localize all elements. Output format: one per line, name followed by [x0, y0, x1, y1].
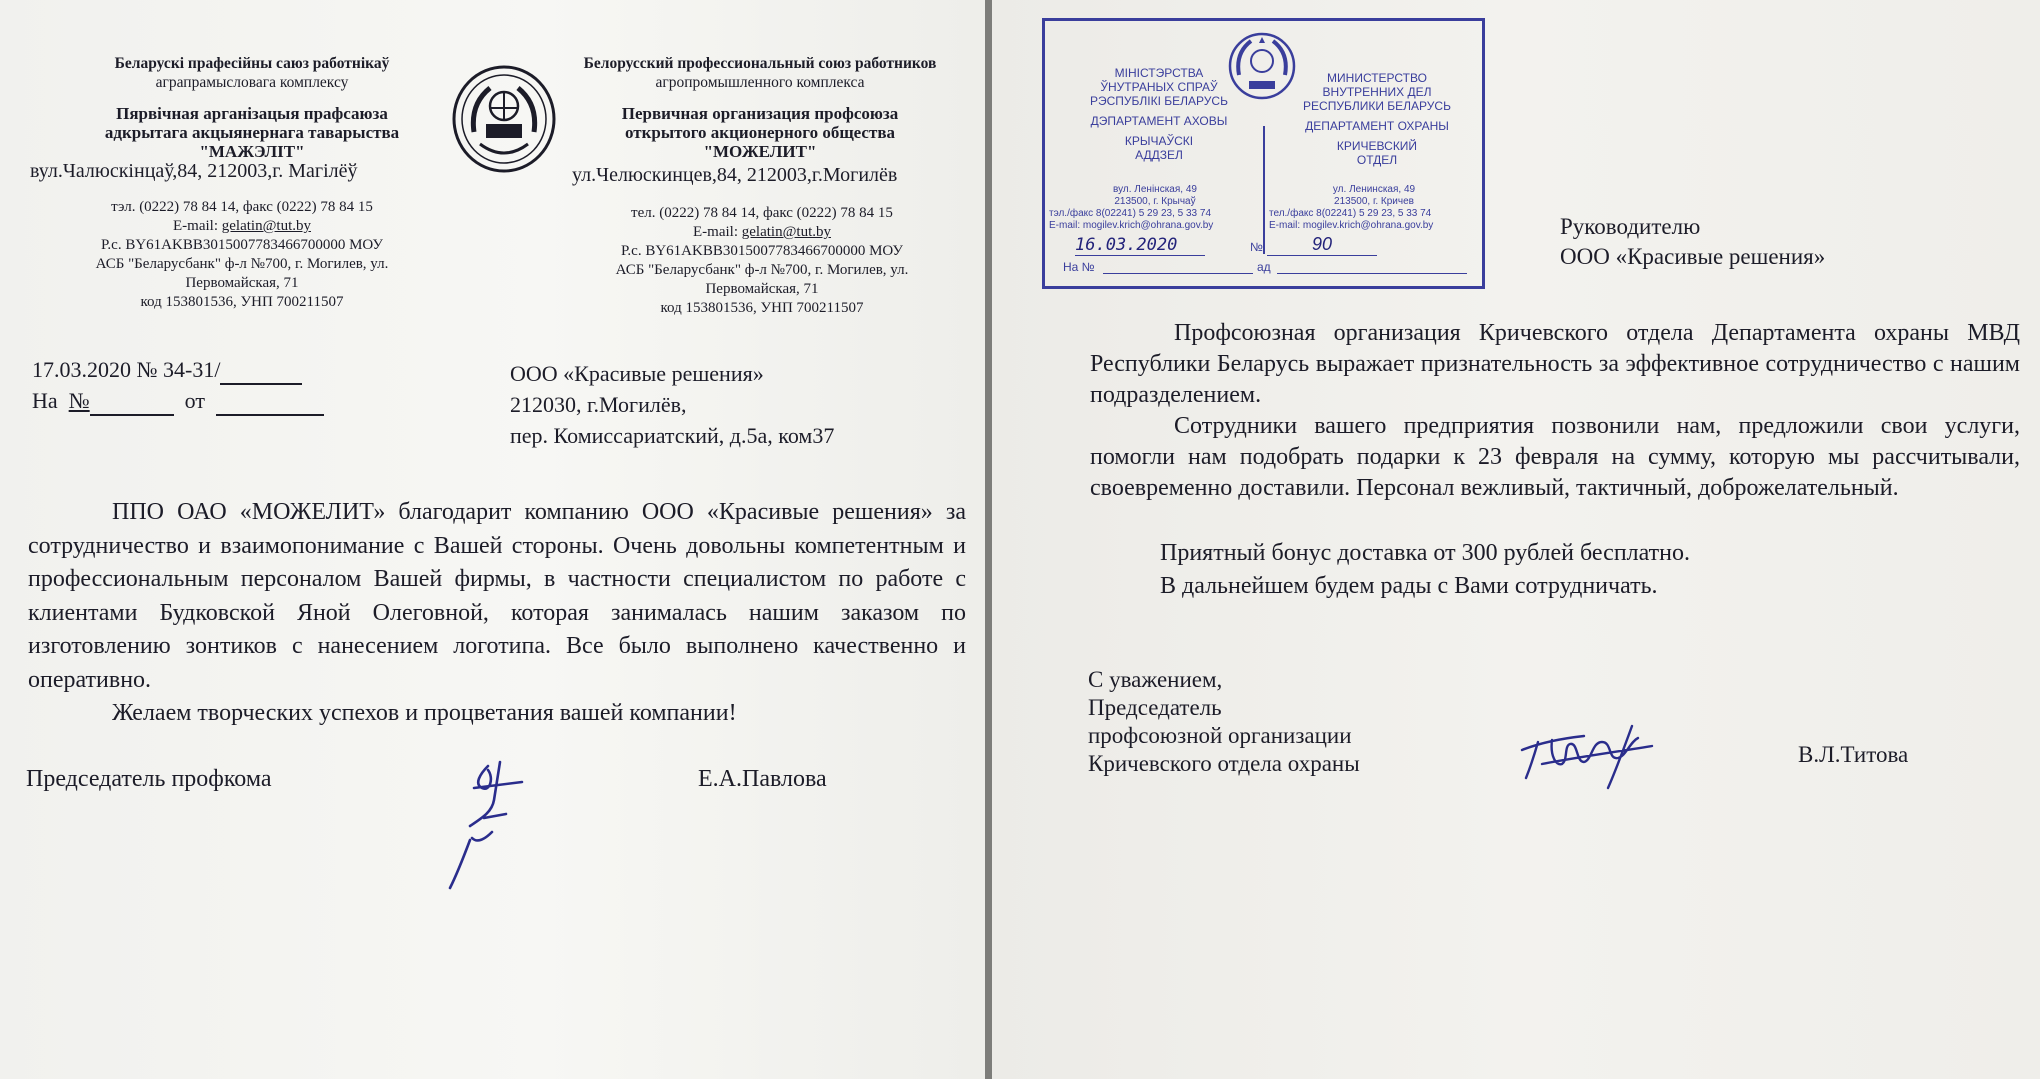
- header-ru-line-2: агропромышленного комплекса: [655, 74, 865, 91]
- header-ru-email-line: E-mail: gelatin@tut.by: [693, 224, 831, 240]
- closing-line-1: С уважением,: [1088, 667, 1223, 692]
- header-ru-line-1: Белорусский профессиональный союз работников: [583, 55, 937, 72]
- header-by-bank-1: Р.с. BY61AKBB3015007783466700000 МОУ: [100, 237, 384, 253]
- closing-line-4: Кричевского отдела охраны: [1088, 751, 1360, 776]
- header-by-line-2: аграпрамысловага комплексу: [155, 74, 349, 91]
- header-by-line-4: адкрытага акцыянернага таварыства: [104, 123, 400, 142]
- header-ru-bank-2: АСБ "Беларусбанк" ф-л №700, г. Могилев, ул.: [615, 262, 909, 278]
- stamp-by-contacts: вул. Ленінская, 49 213500, г. Крычаў тэл./факс 8(02241) 5 29 23, 5 33 74 E-mail: mogilev.krich@ohrana.gov.by: [1049, 184, 1214, 231]
- addressee-block: [510, 358, 834, 451]
- recipient-line-2: ООО «Красивые решения»: [1560, 244, 1826, 269]
- header-ru-bank-1: Р.с. BY61AKBB3015007783466700000 МОУ: [620, 243, 904, 259]
- right-body-paragraph-4: В дальнейшем будем рады с Вами сотрудничать.: [1160, 573, 1658, 599]
- header-by-bank-3: Первомайская, 71: [185, 275, 299, 291]
- header-by-email-line: E-mail: gelatin@tut.by: [173, 218, 311, 234]
- right-body-paragraph-3: Приятный бонус доставка от 300 рублей бесплатно.: [1160, 540, 1691, 566]
- header-by-bank-4: код 153801536, УНП 700211507: [140, 294, 344, 310]
- header-ru-bank-4: код 153801536, УНП 700211507: [660, 300, 864, 316]
- recipient-line-1: Руководителю: [1560, 214, 1701, 239]
- left-body-paragraph-2: Желаем творческих успехов и процветания вашей компании!: [112, 700, 737, 726]
- closing-line-2: Председатель: [1088, 695, 1222, 720]
- right-signature-image: [1512, 712, 1672, 792]
- header-ru-line-3: Первичная организация профсоюза: [621, 104, 899, 123]
- left-signature-image: [430, 748, 570, 898]
- addressee-line-2: 212030, г.Могилёв,: [510, 392, 687, 417]
- stamp-date: 16.03.2020: [1075, 235, 1205, 256]
- union-emblem-logo: [450, 64, 558, 174]
- left-sign-name: Е.А.Павлова: [698, 766, 827, 792]
- addressee-line-3: пер. Комиссариатский, д.5а, ком37: [510, 423, 835, 448]
- header-ru-line-5: "МОЖЕЛИТ": [703, 142, 817, 161]
- header-ru-line-4: открытого акционерного общества: [624, 123, 896, 142]
- stamp-na-label: На №: [1063, 260, 1095, 274]
- header-ru-union: [560, 54, 960, 161]
- header-ru-email: gelatin@tut.by: [741, 224, 831, 240]
- recipient-block: [1560, 212, 1825, 272]
- left-body-paragraph-1: ППО ОАО «МОЖЕЛИТ» благодарит компанию ООО «Красивые решения» за сотрудничество и взаимопонимание с Вашей стороны. Очень довольны компетентным и профессиональным персоналом Вашей фирмы, в частности специалистом по работе с клиентами Будковской Яной Олеговной, которая занималась нашим заказом по изготовлению зонтиков с нанесением логотипа. Все было выполнено качественно и оперативно.: [28, 499, 966, 693]
- header-by-line-5: "МАЖЭЛІТ": [199, 142, 305, 161]
- left-sign-title: Председатель профкома: [26, 766, 272, 792]
- header-by-address: вул.Чалюскінцаў,84, 212003,г. Магілёў: [30, 160, 358, 182]
- ref-incoming-line: На № от: [32, 388, 324, 416]
- header-ru-phone: тел. (0222) 78 84 14, факс (0222) 78 84 15: [631, 205, 893, 221]
- header-ru-contacts: [572, 204, 952, 318]
- header-by-phone: тэл. (0222) 78 84 14, факс (0222) 78 84 15: [111, 199, 373, 215]
- header-by-email: gelatin@tut.by: [221, 218, 311, 234]
- department-stamp: МІНІСТЭРСТВА ЎНУТРАНЫХ СПРАЎ РЭСПУБЛІКІ БЕЛАРУСЬ ДЭПАРТАМЕНТ АХОВЫ КРЫЧАЎСКІ АДДЗЕЛ МИНИСТЕРСТВО ВНУТРЕННИХ ДЕЛ РЕСПУБЛИКИ БЕЛАРУСЬ ДЕПАРТАМЕНТ ОХРАНЫ КРИЧЕВСКИЙ ОТДЕЛ вул. Ленінская, 49 213500, г. Крычаў тэл./факс 8(02241) 5 29 23, 5 33 74 E-mail: mogilev.krich@ohrana.gov.by ул. Ленинская, 49 213500, г. Кричев тел./факс 8(02241) 5 29 23, 5 33 74 E-mail: mogilev.krich@ohrana.gov.by 16.03.2020 № 90 На № ад: [1042, 18, 1485, 289]
- stamp-ru-contacts: ул. Ленинская, 49 213500, г. Кричев тел./факс 8(02241) 5 29 23, 5 33 74 E-mail: mogilev.krich@ohrana.gov.by: [1269, 184, 1434, 231]
- closing-line-3: профсоюзной организации: [1088, 723, 1352, 748]
- right-sign-name: В.Л.Титова: [1798, 742, 1909, 767]
- stamp-ru-block: МИНИСТЕРСТВО ВНУТРЕННИХ ДЕЛ РЕСПУБЛИКИ БЕЛАРУСЬ ДЕПАРТАМЕНТ ОХРАНЫ КРИЧЕВСКИЙ ОТДЕЛ: [1303, 71, 1451, 167]
- stamp-by-block: МІНІСТЭРСТВА ЎНУТРАНЫХ СПРАЎ РЭСПУБЛІКІ БЕЛАРУСЬ ДЭПАРТАМЕНТ АХОВЫ КРЫЧАЎСКІ АДДЗЕЛ: [1090, 66, 1228, 162]
- header-by-line-3: Пярвічная арганізацыя прафсаюза: [116, 104, 388, 123]
- right-body-paragraph-1: Профсоюзная организация Кричевского отдела Департамента охраны МВД Республики Беларусь выражает признательность за эффективное сотрудничество с нашим подразделением.: [1090, 320, 2020, 408]
- stamp-number: 90: [1267, 233, 1377, 256]
- addressee-line-1: ООО «Красивые решения»: [510, 361, 764, 386]
- header-by-bank-2: АСБ "Беларусбанк" ф-л №700, г. Могилев, ул.: [95, 256, 389, 272]
- header-by-contacts: [62, 198, 422, 312]
- stamp-ot-label: ад: [1257, 260, 1271, 274]
- ref-number: 17.03.2020 № 34-31/: [32, 357, 221, 382]
- header-by-union: [72, 54, 432, 161]
- right-letter: [992, 0, 2040, 1079]
- header-ru-bank-3: Первомайская, 71: [705, 281, 819, 297]
- closing-block: [1088, 666, 1360, 778]
- header-by-line-1: Беларускі прафесійны саюз работнікаў: [114, 55, 390, 72]
- header-ru-address: ул.Челюскинцев,84, 212003,г.Могилёв: [572, 164, 898, 186]
- ref-number-line: [32, 357, 302, 385]
- right-body-paragraph-2: Сотрудники вашего предприятия позвонили нам, предложили свои услуги, помогли нам подобрать подарки к 23 февраля на сумму, которую мы рассчитывали, своевременно доставили. Персонал вежливый, тактичный, доброжелательный.: [1090, 413, 2020, 501]
- left-letter: [0, 0, 985, 1079]
